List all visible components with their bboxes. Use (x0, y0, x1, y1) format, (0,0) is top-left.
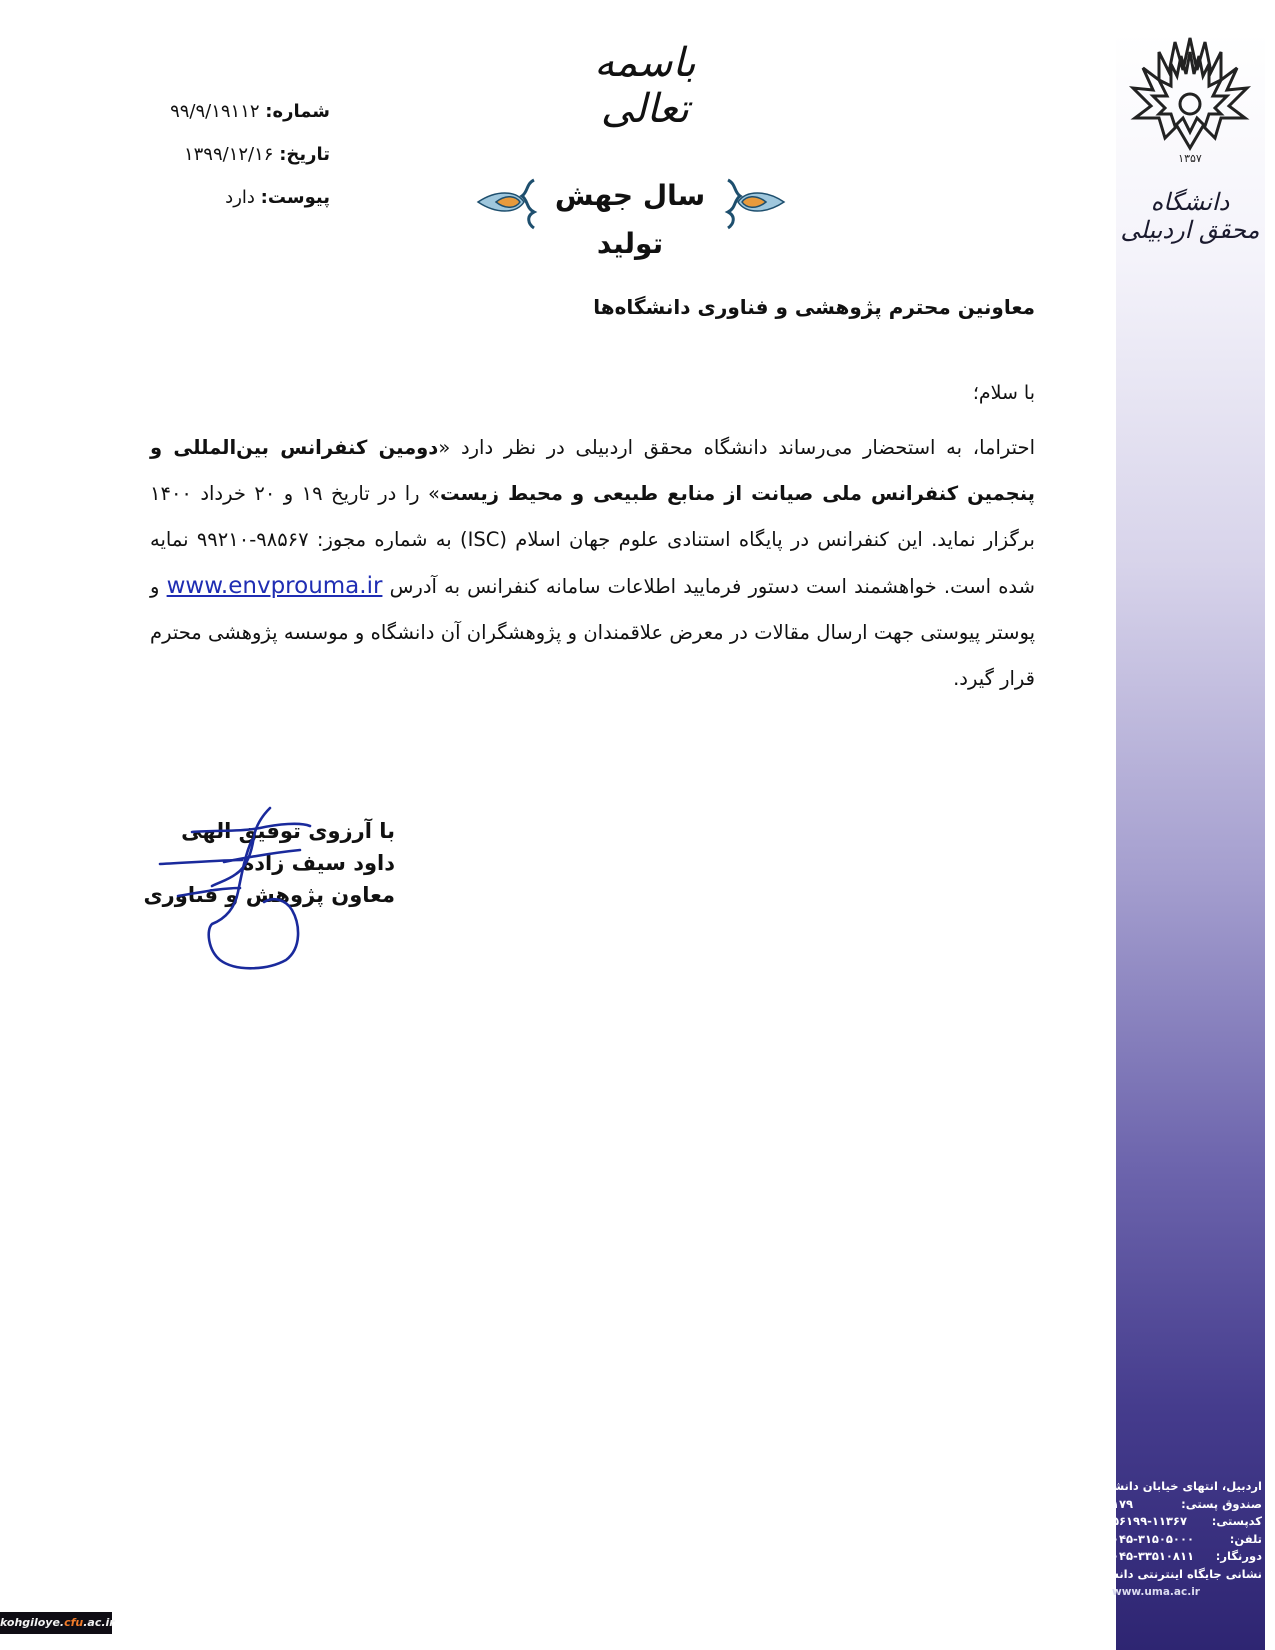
svg-text:۱۳۵۷: ۱۳۵۷ (1178, 152, 1202, 165)
attachment-value: دارد (225, 187, 255, 208)
body-intro: احتراما، به استحضار می‌رساند دانشگاه محقق اردبیلی در نظر دارد « (438, 436, 1035, 459)
closing-line: با آرزوی توفیق الهی (181, 819, 395, 843)
handwritten-signature-icon (150, 800, 370, 980)
date-row (120, 133, 330, 176)
conference-link[interactable]: www.envprouma.ir (166, 573, 383, 599)
postal-row (1112, 1513, 1262, 1531)
postal-label: کدپستی: (1211, 1514, 1262, 1528)
phone-label: تلفن: (1229, 1531, 1262, 1546)
fax-label: دورنگار: (1215, 1549, 1262, 1563)
pobox-row (1112, 1496, 1262, 1514)
fax-value: ۰۴۵-۳۳۵۱۰۸۱۱ (1112, 1549, 1194, 1563)
year-slogan: سال جهش تولید (554, 179, 706, 260)
number-value: ۹۹/۹/۱۹۱۱۲ (170, 101, 260, 122)
number-row (120, 90, 330, 133)
letter-body (150, 425, 1035, 702)
watermark-part-a: kohgiloye. (0, 1616, 65, 1629)
number-label: شماره: (265, 101, 330, 122)
date-value: ۱۳۹۹/۱۲/۱۶ (183, 144, 274, 165)
page-title: باسمه تعالی (594, 40, 696, 132)
phone-row (1112, 1531, 1262, 1549)
address-block (1089, 1478, 1262, 1602)
body-mid: » را در تاریخ ۱۹ و ۲۰ خرداد ۱۴۰۰ برگزار نماید. این کنفرانس در پایگاه استنادی علوم جهان اسلام (ISC) به شماره مجوز: ۹۸۵۶۷-۹۹۲۱۰ نمایه شده است. خواهشمند است دستور فرمایید اطلاعات سامانه کنفرانس به آدرس (150, 482, 1035, 598)
letter-meta (120, 90, 330, 219)
pobox-value: ۱۷۹ (1112, 1496, 1134, 1511)
attachment-row (120, 176, 330, 219)
side-gradient-band (1116, 32, 1265, 1650)
phone-value: ۰۴۵-۳۱۵۰۵۰۰۰ (1112, 1531, 1194, 1546)
university-website[interactable]: www.uma.ac.ir (1112, 1586, 1200, 1598)
pobox-label: صندوق پستی: (1181, 1496, 1262, 1511)
watermark-part-b: cfu (64, 1616, 84, 1629)
fax-row (1112, 1548, 1262, 1566)
signer-title: معاون پژوهش و فناوری (143, 883, 395, 907)
signer-name: داود سیف زاده (241, 851, 395, 875)
web-label: نشانی جایگاه اینترنتی دانشگاه (1089, 1566, 1262, 1581)
university-name: دانشگاه محقق اردبیلی (1120, 188, 1260, 244)
postal-value: ۵۶۱۹۹-۱۱۳۶۷ (1112, 1514, 1187, 1528)
address-line: اردبیل، انتهای خیابان دانشگاه (1095, 1479, 1262, 1493)
attachment-label: پیوست: (260, 187, 330, 208)
university-logo-icon (1125, 30, 1255, 170)
addressee: معاونین محترم پژوهشی و فناوری دانشگاه‌ها (593, 295, 1035, 319)
greeting: با سلام؛ (972, 382, 1035, 404)
date-label: تاریخ: (279, 144, 330, 165)
body-end: و پوستر پیوستی جهت ارسال مقالات در معرض علاقمندان و پژوهشگران آن دانشگاه و موسسه پژوهشی محترم قرار گیرد. (150, 575, 1035, 690)
watermark-part-c: .ac.ir (83, 1616, 115, 1629)
conference-title: دومین کنفرانس بین‌المللی و پنجمین کنفرانس ملی صیانت از منابع طبیعی و محیط زیست (150, 436, 1035, 505)
watermark-badge (0, 1612, 115, 1634)
